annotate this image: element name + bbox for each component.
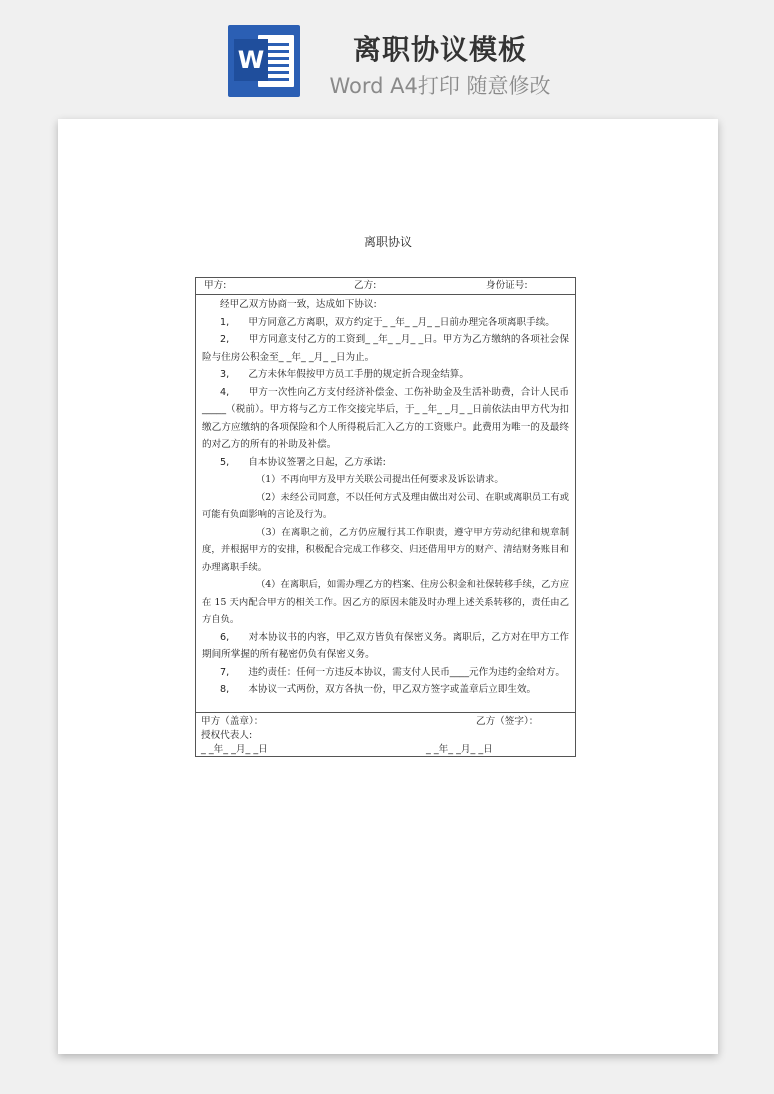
document-title: 离职协议: [363, 235, 412, 249]
page-title: 离职协议模板: [352, 33, 527, 66]
word-icon-letter: W: [234, 39, 268, 81]
promise-2: （2）未经公司同意，不以任何方式及理由做出对公司、在职或离职员工有或可能有负面影响的言论及行为。: [202, 491, 569, 520]
party-b-sign-label: 乙方（签字）：: [476, 716, 539, 727]
agreement-table: [195, 277, 576, 757]
word-icon: [228, 25, 300, 97]
header: [0, 0, 774, 110]
promise-3: （3）在离职之前，乙方仍应履行其工作职责，遵守甲方劳动纪律和规章制度，并根据甲方的安排，积极配合完成工作移交、归还借用甲方的财产、清结财务账目和办理离职手续。: [202, 526, 569, 573]
clause-6: 6, 对本协议书的内容，甲乙双方皆负有保密义务。离职后，乙方对在甲方工作期间所掌握的所有秘密仍负有保密义务。: [202, 631, 569, 660]
id-number-label: 身份证号:: [486, 280, 528, 291]
page-subtitle: Word A4打印 随意修改: [329, 74, 551, 98]
date-right: _ _年_ _月_ _日: [426, 744, 493, 755]
signature-section: [196, 712, 575, 757]
party-a-seal-label: 甲方（盖章）：: [201, 716, 264, 727]
party-b-label: 乙方:: [354, 280, 377, 291]
agreement-intro: 经甲乙双方协商一致，达成如下协议:: [220, 299, 377, 310]
party-a-label: 甲方:: [204, 280, 227, 291]
clause-1: 1, 甲方同意乙方离职，双方约定于_ _年_ _月_ _日前办理完各项离职手续。: [220, 316, 555, 328]
clause-7: 7, 违约责任：任何一方违反本协议，需支付人民币____元作为违约金给对方。: [220, 666, 565, 678]
date-left: _ _年_ _月_ _日: [201, 744, 268, 755]
agreement-body: [196, 295, 575, 699]
clause-8: 8, 本协议一式两份，双方各执一份，甲乙双方签字或盖章后立即生效。: [220, 684, 537, 695]
promise-1: （1）不再向甲方及甲方关联公司提出任何要求及诉讼请求。: [256, 474, 504, 485]
promise-4: （4）在离职后，如需办理乙方的档案、住房公积金和社保转移手续，乙方应在 15 天内配合甲方的相关工作。因乙方的原因未能及时办理上述关系转移的，责任由乙方自负。: [202, 579, 569, 625]
clause-3: 3, 乙方未休年假按甲方员工手册的规定折合现金结算。: [220, 369, 469, 380]
clause-4: 4, 甲方一次性向乙方支付经济补偿金、工伤补助金及生活补助费，合计人民币_____（税前）。甲方将与乙方工作交接完毕后，于_ _年_ _月_ _日前依法由甲方代为扣缴乙方应缴纳的各项保险和个人所得税后汇入乙方的工资账户。此费用为唯一的及最终的对乙方的所有的补助及补偿。: [202, 386, 569, 450]
clause-5: 5, 自本协议签署之日起，乙方承诺:: [220, 456, 386, 468]
document-sheet: [58, 119, 718, 1054]
clause-2: 2, 甲方同意支付乙方的工资到_ _年_ _月_ _日。甲方为乙方缴纳的各项社会保险与住房公积金至_ _年_ _月_ _日为止。: [202, 334, 569, 363]
representative-label: 授权代表人:: [201, 730, 253, 741]
parties-row: [196, 278, 575, 295]
